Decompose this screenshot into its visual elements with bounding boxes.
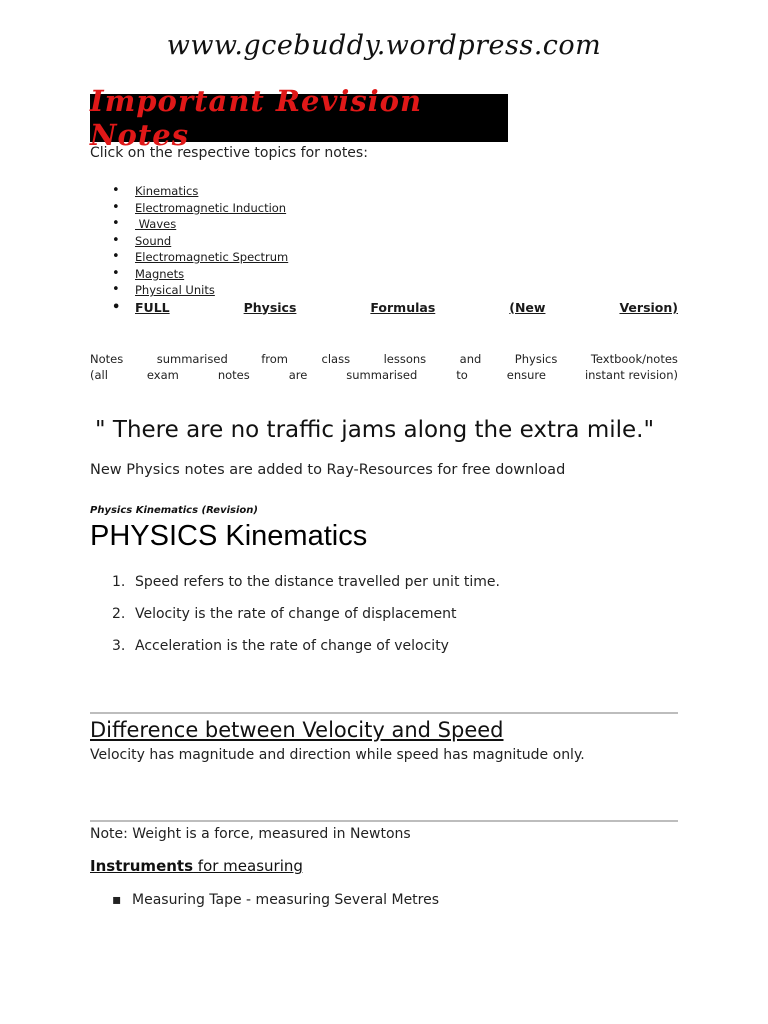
instruments-heading-rest: for measuring: [193, 857, 303, 875]
topic-link-physical-units[interactable]: Physical Units: [135, 283, 215, 297]
section-breadcrumb: Physics Kinematics (Revision): [90, 505, 258, 516]
list-item: [90, 605, 500, 637]
word: instant revision): [584, 368, 678, 382]
topic-link-magnets[interactable]: Magnets: [135, 266, 185, 281]
word: Physics: [514, 352, 558, 366]
topic-link-electromagnetic-spectrum[interactable]: Electromagnetic Spectrum: [135, 250, 289, 264]
word: and: [459, 352, 482, 366]
definitions-list: [90, 573, 500, 669]
word: lessons: [383, 352, 427, 366]
topic-link-full-physics-formulas[interactable]: [135, 299, 678, 317]
word: (New: [509, 299, 546, 315]
word: Version): [619, 299, 678, 315]
word: Formulas: [370, 299, 436, 315]
word: from: [261, 352, 289, 366]
word: summarised: [156, 352, 228, 366]
summary-line-2: [90, 368, 678, 382]
list-item: [112, 892, 439, 908]
word: (all: [90, 368, 108, 382]
divider: [90, 820, 678, 822]
summary-line-1: [90, 352, 678, 366]
instruments-heading-bold: Instruments: [90, 857, 194, 875]
definition-text: Velocity is the rate of change of displacement: [135, 606, 457, 622]
topic-link-kinematics[interactable]: Kinematics: [135, 184, 199, 198]
site-url-header: www.gcebuddy.wordpress.com: [166, 30, 602, 61]
list-item: [90, 183, 678, 200]
note-text: [90, 826, 411, 842]
word: class: [321, 352, 351, 366]
definition-text: Speed refers to the distance travelled per unit time.: [135, 574, 500, 590]
square-bullet-icon: ▪: [112, 892, 122, 908]
list-item: [90, 249, 678, 266]
topic-list: [90, 183, 678, 317]
word: notes: [217, 368, 250, 382]
word: exam: [146, 368, 179, 382]
list-item: [90, 637, 500, 669]
banner-image: [90, 84, 508, 152]
word: summarised: [346, 368, 418, 382]
note-label: Note:: [90, 826, 128, 842]
word: • FULL: [135, 299, 170, 315]
word: Notes: [90, 352, 124, 366]
word: to: [456, 368, 468, 382]
list-item: [90, 200, 678, 217]
list-number: 1.: [112, 574, 126, 590]
list-item: [90, 233, 678, 250]
list-number: 3.: [112, 638, 126, 654]
topic-link-waves[interactable]: Waves: [135, 217, 177, 231]
list-item: [90, 216, 678, 233]
word: ensure: [506, 368, 546, 382]
difference-text: Velocity has magnitude and direction while speed has magnitude only.: [90, 747, 585, 763]
word: Textbook/notes: [590, 352, 678, 366]
topic-link-electromagnetic-induction[interactable]: Electromagnetic Induction: [135, 200, 287, 215]
word: Physics: [243, 299, 297, 315]
divider: [90, 712, 678, 714]
list-item: [90, 573, 500, 605]
list-number: 2.: [112, 606, 126, 622]
list-item: [90, 299, 678, 317]
intro-text: Click on the respective topics for notes:: [90, 145, 368, 161]
topic-link-sound[interactable]: Sound: [135, 233, 172, 248]
section-heading-instruments: [90, 857, 303, 875]
list-item: [90, 282, 678, 299]
quote-text: " There are no traffic jams along the extra mile.": [95, 417, 655, 443]
page-title: PHYSICS Kinematics: [90, 520, 368, 552]
list-item: [90, 266, 678, 283]
section-heading-difference: Difference between Velocity and Speed: [90, 718, 504, 742]
note-body: Weight is a force, measured in Newtons: [127, 826, 411, 842]
news-text: New Physics notes are added to Ray-Resources for free download: [90, 462, 566, 478]
definition-text: Acceleration is the rate of change of velocity: [135, 638, 449, 654]
word: are: [288, 368, 308, 382]
banner-title: Important Revision Notes: [90, 84, 423, 152]
instrument-text: Measuring Tape - measuring Several Metres: [132, 892, 440, 908]
